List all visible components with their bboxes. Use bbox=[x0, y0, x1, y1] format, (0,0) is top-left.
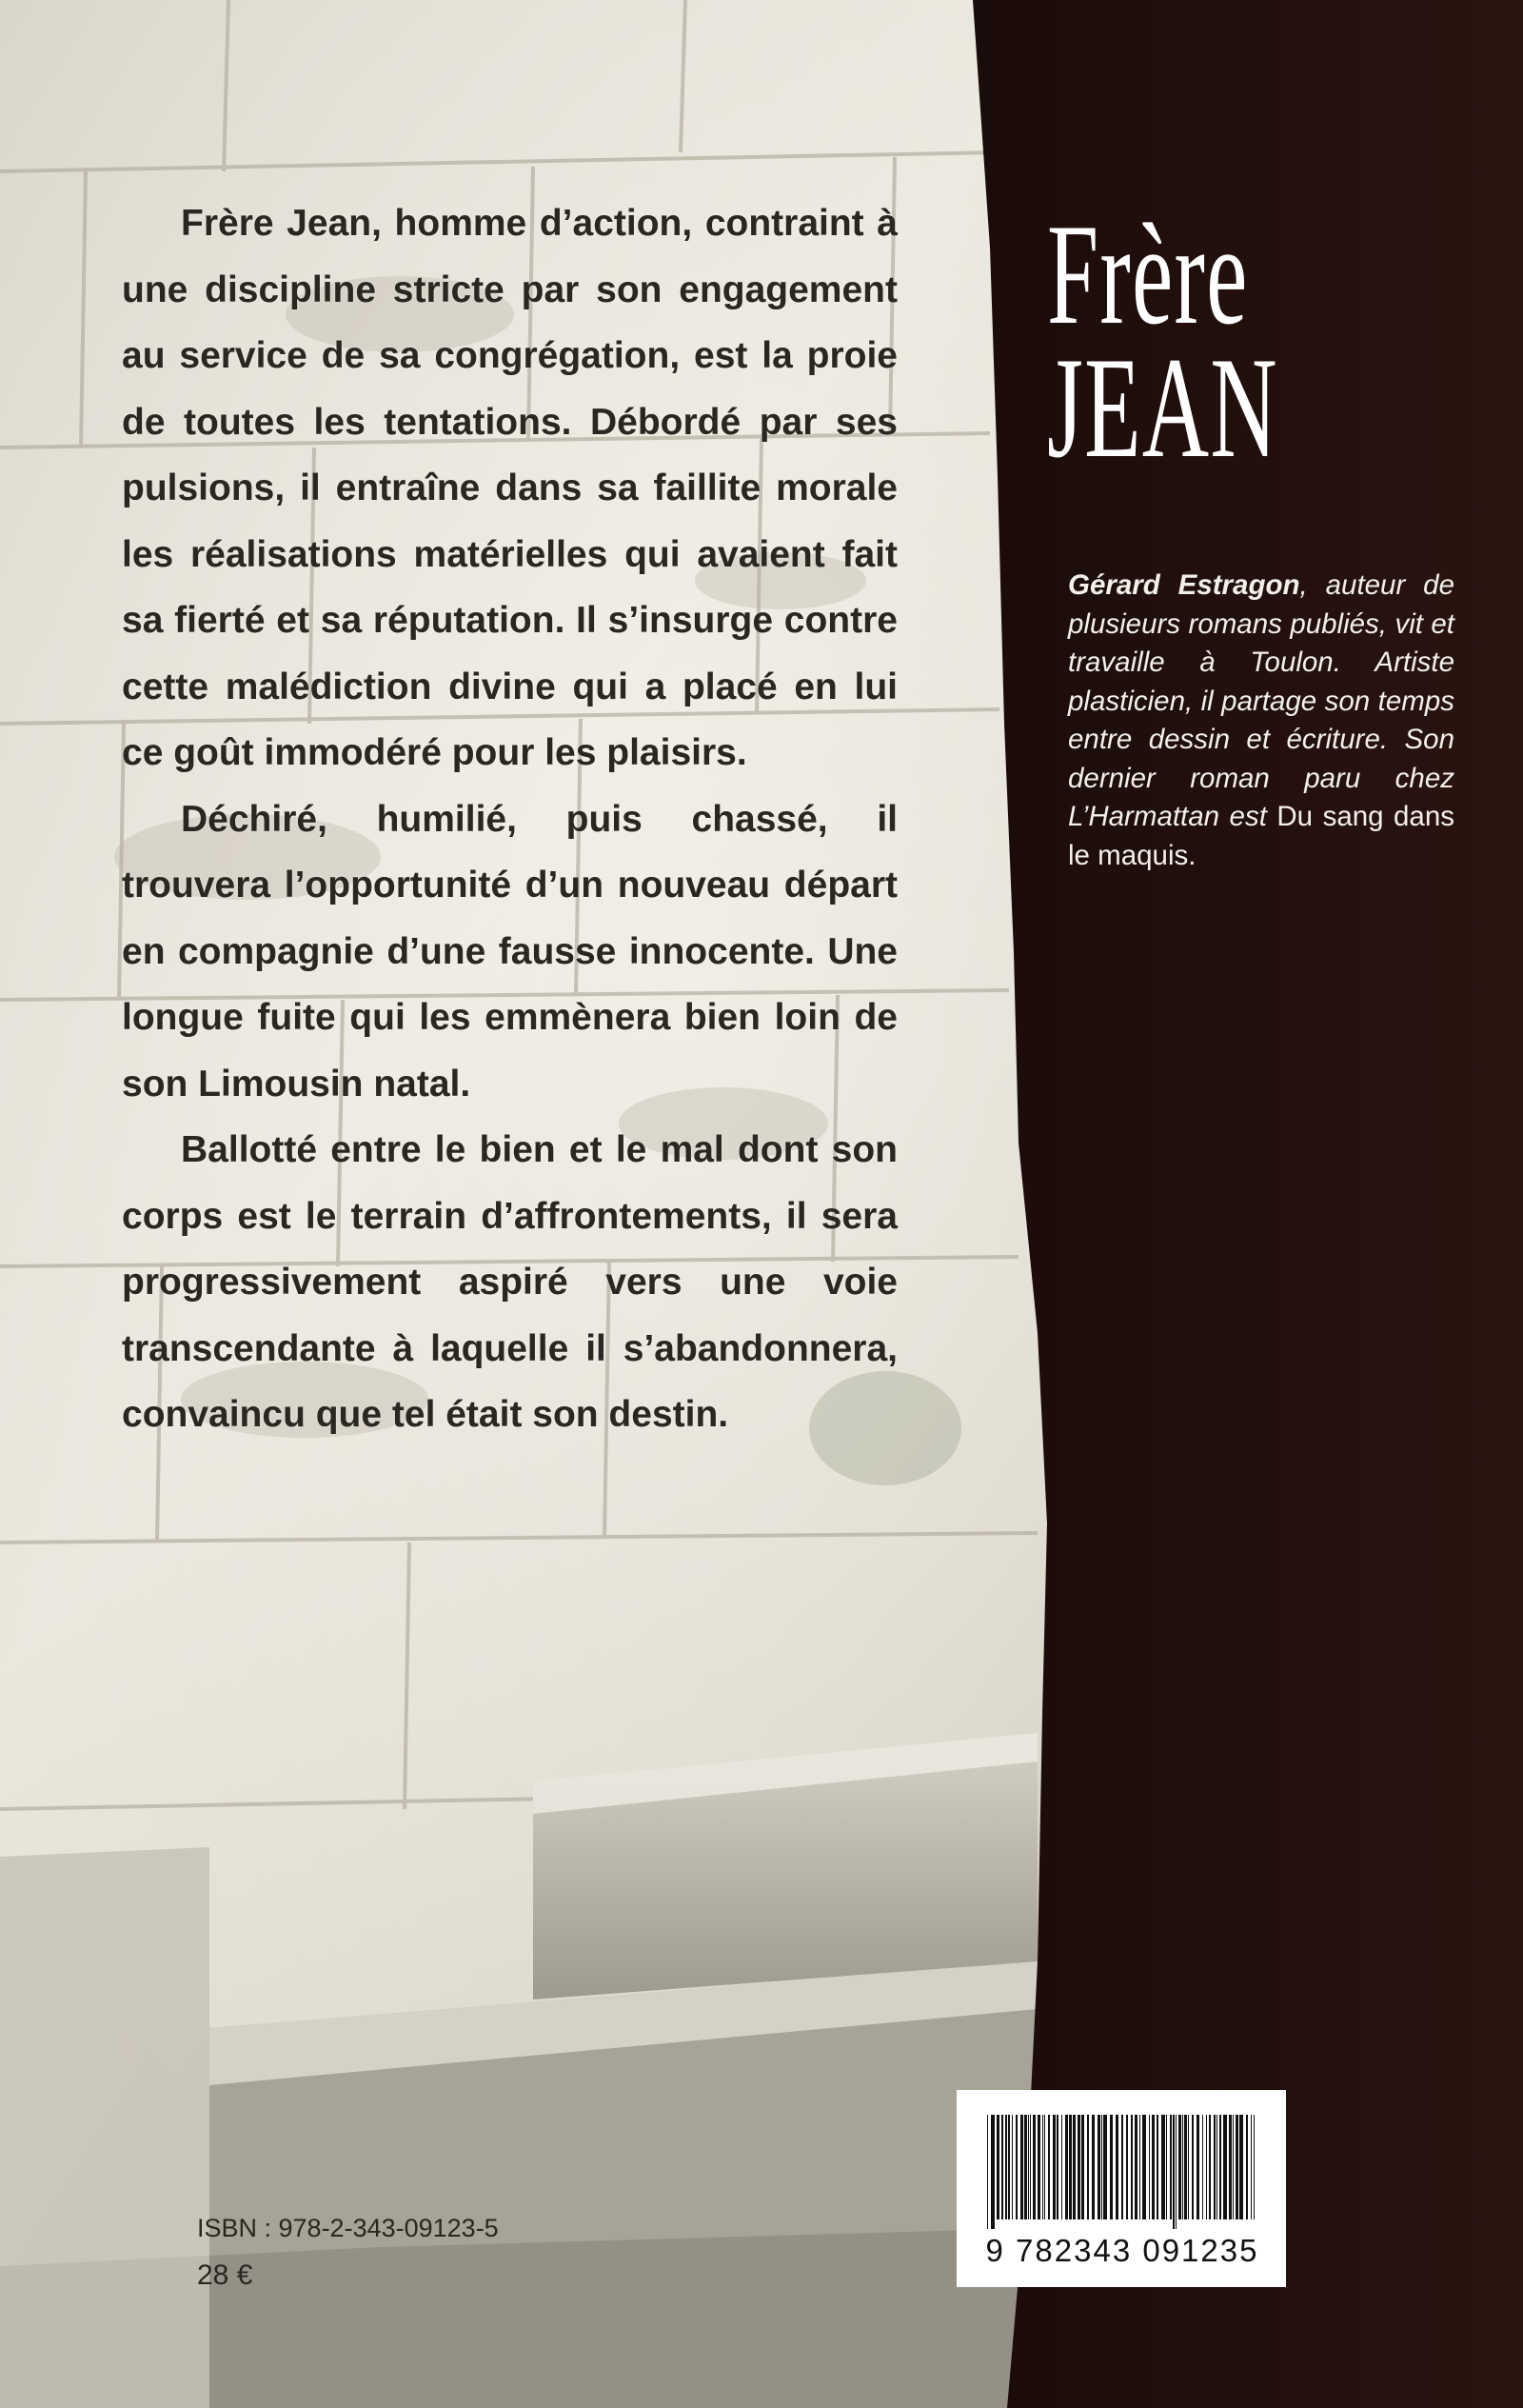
barcode-bar bbox=[1197, 2115, 1199, 2219]
barcode-bar bbox=[1016, 2115, 1018, 2219]
barcode-bar bbox=[1042, 2115, 1043, 2219]
title-line-2: JEAN bbox=[1047, 328, 1278, 488]
barcode-bar bbox=[1038, 2115, 1040, 2219]
barcode-bar bbox=[1254, 2115, 1255, 2219]
barcode-bar bbox=[1149, 2115, 1150, 2219]
barcode-bar bbox=[1061, 2115, 1062, 2219]
barcode bbox=[957, 2090, 1286, 2287]
barcode-bar bbox=[1065, 2115, 1068, 2219]
barcode-bar bbox=[1157, 2115, 1158, 2219]
barcode-bar bbox=[1131, 2115, 1133, 2219]
barcode-bar bbox=[1223, 2115, 1227, 2219]
barcode-bar bbox=[1024, 2115, 1027, 2219]
title-line-1: Frère bbox=[1047, 194, 1249, 354]
blurb-paragraph-1: Frère Jean, homme d’action, contraint à une discipline stricte par son engagement au service de sa congrégation, est la proie de toutes les tentations. Débordé par ses pulsions, il entraîne dans sa faillite morale les réalisations matérielles qui avaient fait sa fierté et sa réputation. Il s’insurge contre cette malédiction divine qui a placé en lui ce goût immodéré pour les plaisirs. bbox=[122, 203, 898, 773]
barcode-bar bbox=[1166, 2115, 1167, 2219]
barcode-bar bbox=[1078, 2115, 1080, 2219]
barcode-bar bbox=[1020, 2115, 1023, 2219]
barcode-bar bbox=[1188, 2115, 1189, 2219]
barcode-bar bbox=[1214, 2115, 1216, 2219]
author-bio-text: , auteur de plusieurs romans publiés, vit et travaille à Toulon. Artiste plasticien, il partage son temps entre dessin et écriture. Son dernier roman paru chez L’Harmattan est bbox=[1068, 569, 1454, 832]
barcode-bar bbox=[1182, 2115, 1183, 2219]
barcode-bar bbox=[1209, 2115, 1211, 2219]
barcode-bar bbox=[1192, 2115, 1194, 2219]
price: 28 € bbox=[197, 2259, 253, 2291]
barcode-bar bbox=[1048, 2115, 1050, 2219]
barcode-bar bbox=[1001, 2115, 1003, 2219]
barcode-bar bbox=[1033, 2115, 1036, 2219]
barcode-bar bbox=[1170, 2115, 1172, 2219]
barcode-bar bbox=[1206, 2115, 1207, 2219]
barcode-bar bbox=[1173, 2115, 1175, 2229]
barcode-digits: 9 782343 091235 bbox=[985, 2233, 1259, 2268]
isbn: ISBN : 978-2-343-09123-5 bbox=[197, 2214, 499, 2242]
barcode-bar bbox=[1087, 2115, 1089, 2219]
barcode-bar bbox=[1073, 2115, 1076, 2219]
barcode-bar bbox=[1081, 2115, 1084, 2219]
barcode-bar bbox=[1216, 2115, 1217, 2219]
barcode-bar bbox=[1184, 2115, 1187, 2219]
barcode-bar bbox=[1110, 2115, 1113, 2219]
barcode-bar bbox=[1103, 2115, 1107, 2219]
barcode-bar bbox=[1246, 2115, 1248, 2219]
barcode-bar bbox=[1251, 2115, 1252, 2219]
barcode-bar bbox=[1219, 2115, 1221, 2219]
barcode-bar bbox=[1012, 2115, 1013, 2219]
barcode-bar bbox=[1098, 2115, 1100, 2219]
barcode-bar bbox=[1053, 2115, 1056, 2219]
barcode-bar bbox=[1028, 2115, 1029, 2219]
blurb-text bbox=[122, 190, 898, 1448]
barcode-bar bbox=[1229, 2115, 1232, 2219]
barcode-bar bbox=[1044, 2115, 1045, 2219]
last-book-title: Du sang dans le maquis. bbox=[1068, 801, 1454, 871]
barcode-bars bbox=[985, 2115, 1261, 2229]
barcode-bar bbox=[991, 2115, 995, 2229]
barcode-bar bbox=[1202, 2115, 1203, 2219]
barcode-bar bbox=[1092, 2115, 1095, 2219]
blurb-paragraph-2: Déchiré, humilié, puis chassé, il trouvera l’opportunité d’un nouveau départ en compagnie d’une fausse innocente. Une longue fuite qui les emmènera bien loin de son Limousin natal. bbox=[122, 798, 898, 1104]
barcode-bar bbox=[1005, 2115, 1007, 2219]
book-title bbox=[1047, 194, 1278, 488]
barcode-bar bbox=[1126, 2115, 1128, 2219]
barcode-bar bbox=[1101, 2115, 1102, 2219]
barcode-bar bbox=[1152, 2115, 1155, 2219]
barcode-bar bbox=[1233, 2115, 1234, 2219]
barcode-bar bbox=[1142, 2115, 1146, 2219]
barcode-bar bbox=[1121, 2115, 1123, 2219]
barcode-bar bbox=[1030, 2115, 1031, 2219]
barcode-bar bbox=[1161, 2115, 1165, 2219]
barcode-bar bbox=[1135, 2115, 1137, 2219]
barcode-bar bbox=[1116, 2115, 1118, 2219]
author-bio bbox=[1068, 567, 1454, 875]
barcode-bar bbox=[1236, 2115, 1238, 2219]
barcode-bar bbox=[1139, 2115, 1140, 2219]
barcode-bar bbox=[987, 2115, 988, 2229]
barcode-bar bbox=[1008, 2115, 1010, 2219]
barcode-bar bbox=[1178, 2115, 1181, 2219]
barcode-bar bbox=[1176, 2115, 1177, 2229]
barcode-bar bbox=[997, 2115, 999, 2219]
author-name: Gérard Estragon bbox=[1068, 569, 1300, 601]
barcode-bar bbox=[1057, 2115, 1058, 2219]
barcode-bar bbox=[1239, 2115, 1243, 2219]
barcode-bar bbox=[1069, 2115, 1072, 2219]
blurb-paragraph-3: Ballotté entre le bien et le mal dont son corps est le terrain d’affrontements, il sera progressivement aspiré vers une voie transcendante à laquelle il s’abandonnera, convaincu que tel était son destin. bbox=[122, 1129, 898, 1435]
